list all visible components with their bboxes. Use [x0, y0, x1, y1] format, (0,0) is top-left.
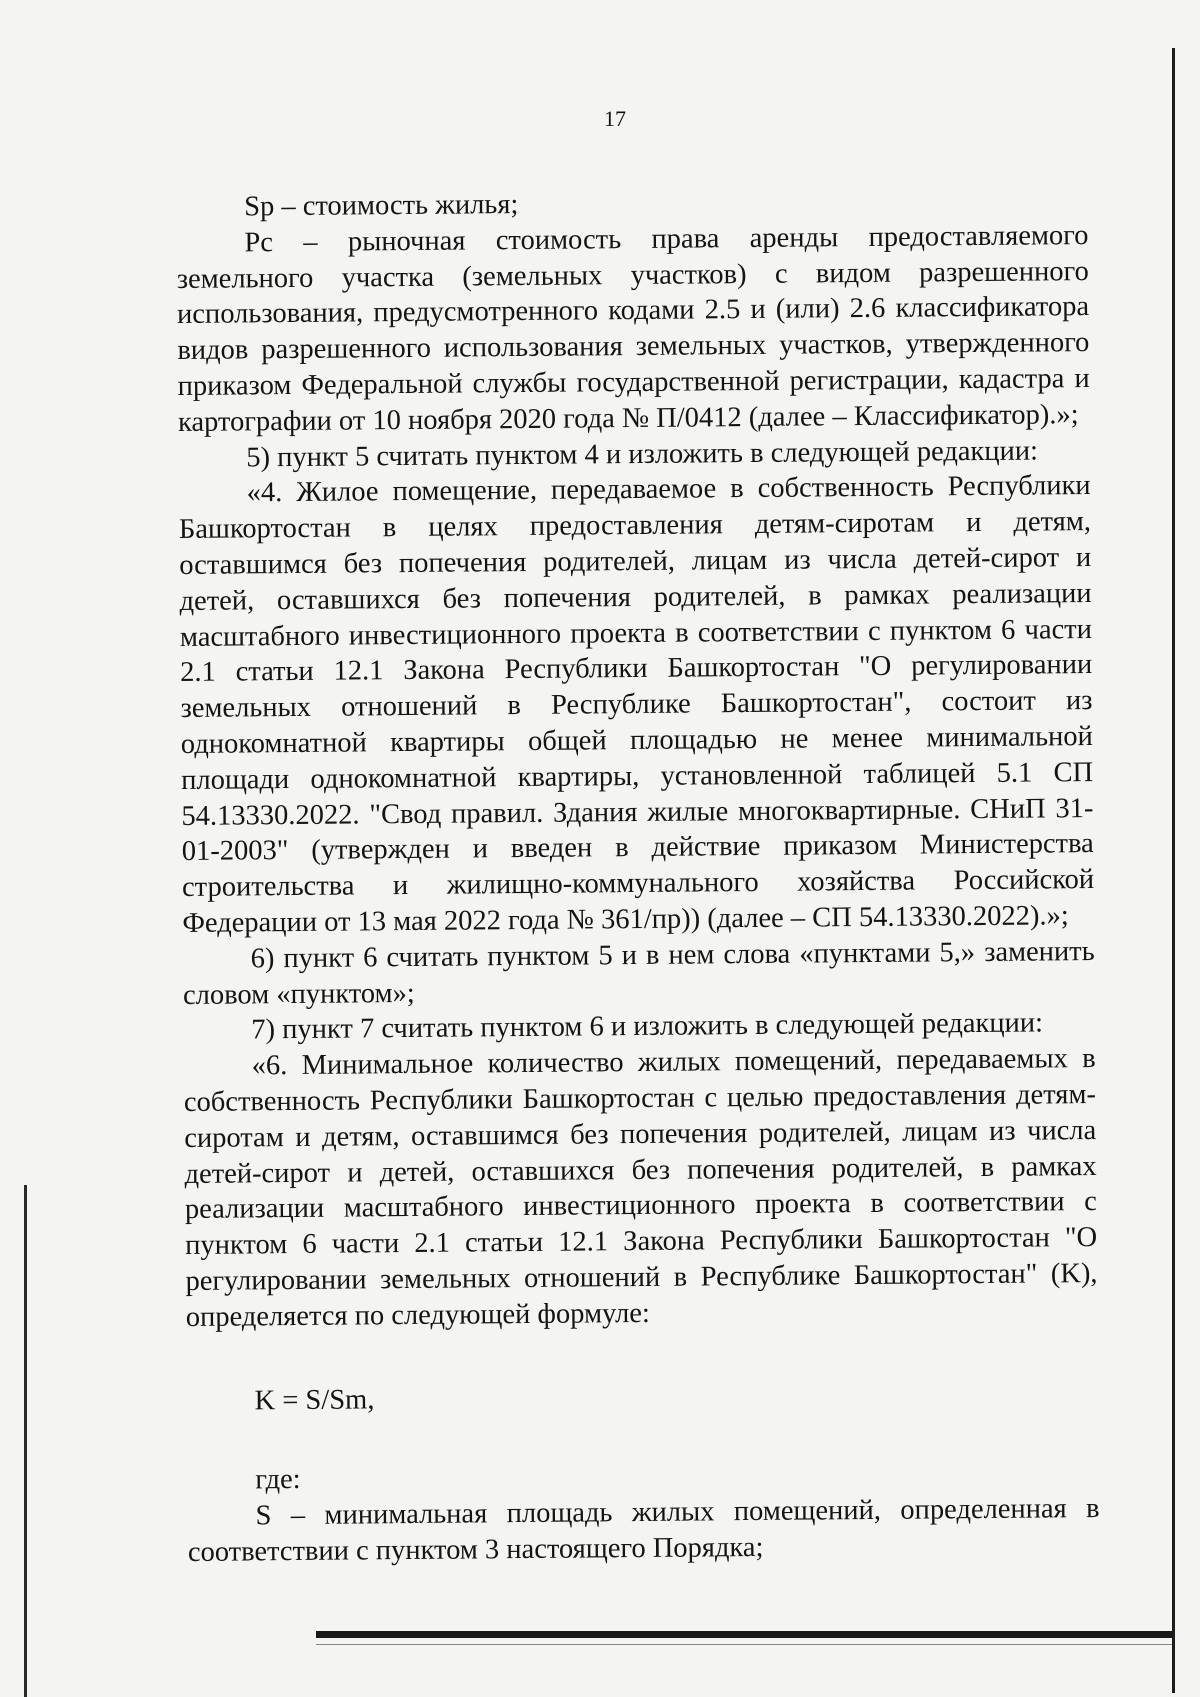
scan-edge-bottom-thin: [316, 1644, 1172, 1645]
document-body: [176, 182, 1100, 1571]
formula: K = S/Sm,: [254, 1383, 375, 1416]
paragraph-pc: Pc – рыночная стоимость права аренды предоставляемого земельного участка (земельных участков) с видом разрешенного использования, предусмотренного кодами 2.5 и (или) 2.6 классификатора видов разрешенного использования земельных участков, утвержденного приказом Федеральной службы государственной регистрации, кадастра и картографии от 10 ноября 2020 года № П/0412 (далее – Классификатор).»;: [176, 219, 1090, 438]
scan-edge-bottom: [316, 1631, 1172, 1638]
scan-edge-left: [24, 1185, 27, 1697]
paragraph-item-6: 6) пункт 6 считать пунктом 5 и в нем слова «пунктами 5,» заменить словом «пунктом»;: [182, 935, 1095, 1011]
paragraph-s-definition: S – минимальная площадь жилых помещений, определенная в соответствии с пунктом 3 настоящего Порядка;: [187, 1493, 1100, 1568]
scan-edge-right: [1172, 48, 1175, 1693]
paragraph-item-5: 5) пункт 5 считать пунктом 4 и изложить в следующей редакции:: [246, 435, 1039, 473]
paragraph-item-7: 7) пункт 7 считать пунктом 6 и изложить в следующей редакции:: [251, 1007, 1044, 1046]
paragraph-sp: Sp – стоимость жилья;: [244, 189, 519, 223]
paragraph-point-6: «6. Минимальное количество жилых помещений, передаваемых в собственность Республики Башкортостан с целью предоставления детям-сиротам и детям, оставшимся без попечения родителей, лицам из числа детей-сирот и детей, оставшихся без попечения родителей, в рамках реализации масштабного инвестиционного проекта в соответствии с пунктом 6 части 2.1 статьи 12.1 Закона Республики Башкортостан "О регулировании земельных отношений в Республике Башкортостан" (K), определяется по следующей формуле:: [183, 1043, 1098, 1333]
page-number: 17: [604, 106, 626, 131]
paragraph-point-4: «4. Жилое помещение, передаваемое в собственность Республики Башкортостан в целях предоставления детям-сиротам и детям, оставшимся без попечения родителей, лицам из числа детей-сирот и детей, оставшихся без попечения родителей, в рамках реализации масштабного инвестиционного проекта в соответствии с пунктом 6 части 2.1 статьи 12.1 Закона Республики Башкортостан "О регулировании земельных отношений в Республике Башкортостан", состоит из однокомнатной квартиры общей площадью не менее минимальной площади однокомнатной квартиры, установленной таблицей 5.1 СП 54.13330.2022. "Свод правил. Здания жилые многоквартирные. СНиП 31-01-2003" (утвержден и введен в действие приказом Министерства строительства и жилищно-коммунального хозяйства Российской Федерации от 13 мая 2022 года № 361/пр)) (далее – СП 54.13330.2022).»;: [178, 470, 1095, 939]
where-label: где:: [255, 1464, 301, 1496]
